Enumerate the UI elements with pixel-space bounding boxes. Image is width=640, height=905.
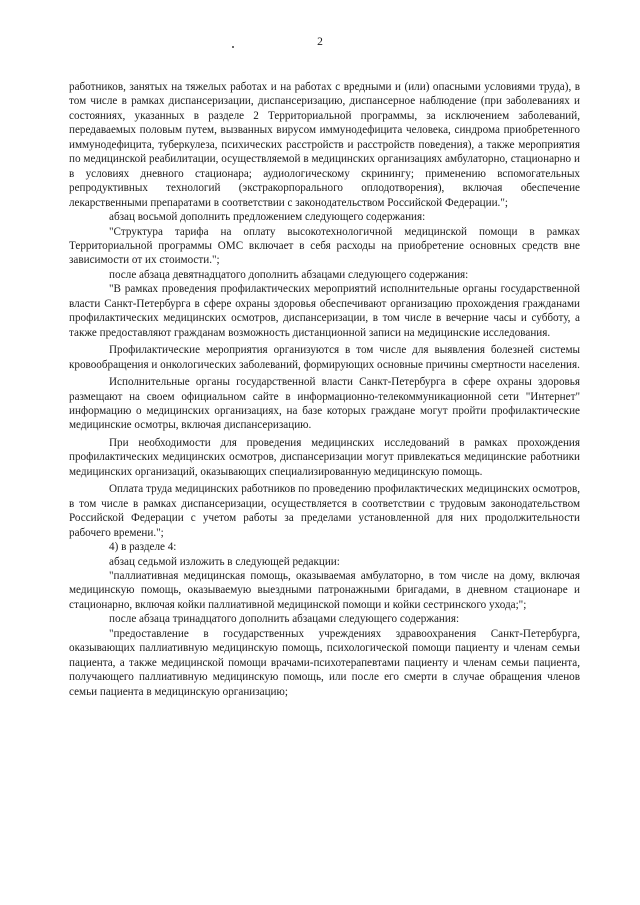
- page-number: 2: [317, 36, 323, 48]
- paragraph-6: Профилактические мероприятия организуются в том числе для выявления болезней системы кровообращения и онкологических заболеваний, формирующих основные причины смертности населения.: [69, 344, 580, 371]
- paragraph-8: При необходимости для проведения медицинских исследований в рамках прохождения профилактических медицинских осмотров, диспансеризации могут привлекаться медицинские работники медицинских организаций, оказывающих специализированную медицинскую помощь.: [69, 436, 580, 478]
- scan-speck: [232, 46, 234, 48]
- document-body: [69, 80, 580, 699]
- paragraph-12: "паллиативная медицинская помощь, оказываемая амбулаторно, в том числе на дому, включая медицинскую помощь, оказываемую выездными патронажными бригадами, в дневном стационаре и стационарно, включая койки паллиативной медицинской помощи и койки сестринского ухода;";: [69, 569, 580, 611]
- paragraph-7: Исполнительные органы государственной власти Санкт-Петербурга в сфере охраны здоровья размещают на своем официальном сайте в информационно-телекоммуникационной сети "Интернет" информацию о медицинских организациях, на базе которых граждане могут пройти профилактические медицинские осмотры, включая диспансеризацию.: [69, 376, 580, 432]
- paragraph-9: Оплата труда медицинских работников по проведению профилактических медицинских осмотров, в том числе в рамках диспансеризации, осуществляется в соответствии с трудовым законодательством Российской Федерации с учетом работы за пределами установленной для них продолжительности рабочего времени.";: [69, 483, 580, 539]
- paragraph-13: после абзаца тринадцатого дополнить абзацами следующего содержания:: [109, 613, 460, 626]
- paragraph-11: абзац седьмой изложить в следующей редакции:: [109, 555, 340, 568]
- paragraph-14: "предоставление в государственных учреждениях здравоохранения Санкт-Петербурга, оказывающих паллиативную медицинскую помощь, психологической помощи пациенту и членам семьи пациента, а также медицинской помощи врачами-психотерапевтами пациенту и членам семьи пациента, получающего паллиативную медицинскую помощь, или после его смерти в случае обращения членов семьи пациента в медицинскую организацию;: [69, 627, 580, 698]
- paragraph-3: "Структура тарифа на оплату высокотехнологичной медицинской помощи в рамках Территориальной программы ОМС включает в себя расходы на приобретение основных средств вне зависимости от их стоимости.";: [69, 225, 580, 267]
- paragraph-2: абзац восьмой дополнить предложением следующего содержания:: [109, 211, 426, 224]
- paragraph-1: работников, занятых на тяжелых работах и на работах с вредными и (или) опасными условиями труда), в том числе в рамках диспансеризации, диспансеризацию, диспансерное наблюдение (при заболеваниях и состояниях, указанных в разделе 2 Территориальной программы, за исключением заболеваний, передаваемых половым путем, вызванных вирусом иммунодефицита человека, синдрома приобретенного иммунодефицита, туберкулеза, психических расстройств и расстройств поведения), а также мероприятия по медицинской реабилитации, осуществляемой в медицинских организациях амбулаторно, стационарно и в условиях дневного стационара; аудиологическому скринингу; применению вспомогательных репродуктивных технологий (экстракорпорального оплодотворения), включая обеспечение лекарственными препаратами в соответствии с законодательством Российской Федерации.";: [69, 81, 580, 209]
- paragraph-5: "В рамках проведения профилактических мероприятий исполнительные органы государственной власти Санкт-Петербурга в сфере охраны здоровья обеспечивают организацию прохождения гражданами профилактических медицинских осмотров, диспансеризации, в том числе в вечерние часы и субботу, а также предоставляют гражданам возможность дистанционной записи на медицинские исследования.: [69, 283, 580, 339]
- paragraph-10: 4) в разделе 4:: [109, 541, 177, 554]
- paragraph-4: после абзаца девятнадцатого дополнить абзацами следующего содержания:: [109, 268, 469, 281]
